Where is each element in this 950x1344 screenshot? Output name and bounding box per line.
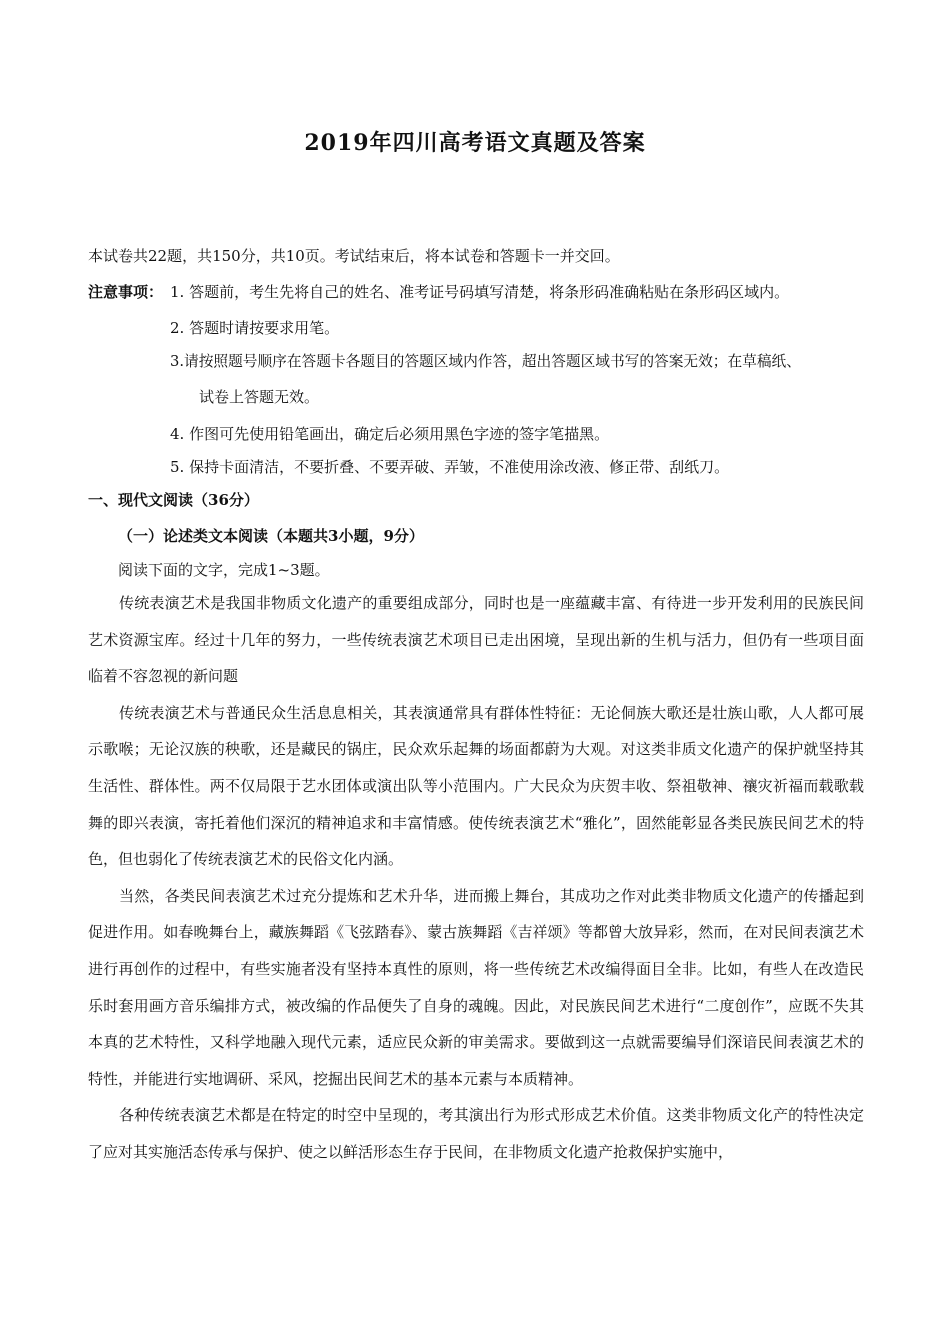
document-title: 2019年四川高考语文真题及答案 — [304, 130, 646, 156]
exam-intro: 本试卷共22题，共150分，共10页。考试结束后，将本试卷和答题卡一并交回。 — [88, 247, 620, 265]
reading-passage — [88, 585, 864, 1171]
section-heading: 一、现代文阅读（36分） — [88, 491, 259, 509]
note-item: 5. 保持卡面清洁，不要折叠、不要弄破、弄皱，不准使用涂改液、修正带、刮纸刀。 — [170, 458, 730, 476]
passage-paragraph: 各种传统表演艺术都是在特定的时空中呈现的，考其演出行为形式形成艺术价值。这类非物质文化产的特性决定了应对其实施活态传承与保护、使之以鲜活形态生存于民间，在非物质文化遗产抢救保护实施中， — [88, 1106, 864, 1161]
note-item: 1. 答题前，考生先将自己的姓名、准考证号码填写清楚，将条形码准确粘贴在条形码区域内。 — [170, 283, 790, 301]
note-item: 试卷上答题无效。 — [199, 388, 320, 406]
note-item: 2. 答题时请按要求用笔。 — [170, 319, 340, 337]
passage-paragraph: 传统表演艺术是我国非物质文化遗产的重要组成部分，同时也是一座蕴藏丰富、有待进一步开发利用的民族民间艺术资源宝库。经过十几年的努力，一些传统表演艺术项目已走出困境，呈现出新的生机与活力，但仍有一些项目面临着不容忽视的新问题 — [88, 594, 864, 686]
subsection-heading: （一）论述类文本阅读（本题共3小题，9分） — [118, 527, 424, 545]
note-item: 3.请按照题号顺序在答题卡各题目的答题区域内作答，超出答题区域书写的答案无效；在草稿纸、 — [170, 353, 801, 370]
note-item: 4. 作图可先使用铅笔画出，确定后必须用黑色字迹的签字笔描黑。 — [170, 425, 610, 443]
passage-paragraph: 当然，各类民间表演艺术过充分提炼和艺术升华，进而搬上舞台，其成功之作对此类非物质文化遗产的传播起到促进作用。如春晚舞台上，藏族舞蹈《飞弦踏春》、蒙古族舞蹈《吉祥颂》等都曾大放异彩，然而，在对民间表演艺术进行再创作的过程中，有些实施者没有坚持本真性的原则，将一些传统艺术改编得面目全非。比如，有些人在改造民乐时套用画方音乐编排方式，被改编的作品便失了自身的魂魄。因此，对民族民间艺术进行“二度创作”，应既不失其本真的艺术特性，又科学地融入现代元素，适应民众新的审美需求。要做到这一点就需要编导们深谙民间表演艺术的特性，并能进行实地调研、采风，挖掘出民间艺术的基本元素与本质精神。 — [88, 886, 864, 1088]
reading-instruction: 阅读下面的文字，完成1~3题。 — [118, 561, 330, 579]
passage-paragraph: 传统表演艺术与普通民众生活息息相关，其表演通常具有群体性特征：无论侗族大歌还是壮族山歌，人人都可展示歌喉；无论汉族的秧歌，还是藏民的锅庄，民众欢乐起舞的场面都蔚为大观。对这类非质文化遗产的保护就坚持其生活性、群体性。两不仅局限于艺水团体或演出队等小范围内。广大民众为庆贺丰收、祭祖敬神、禳灾祈福而载歌载舞的即兴表演，寄托着他们深沉的精神追求和丰富情感。使传统表演艺术“雅化”，固然能彰显各类民族民间艺术的特色，但也弱化了传统表演艺术的民俗文化内涵。 — [88, 703, 864, 869]
notes-label: 注意事项： — [88, 283, 164, 301]
